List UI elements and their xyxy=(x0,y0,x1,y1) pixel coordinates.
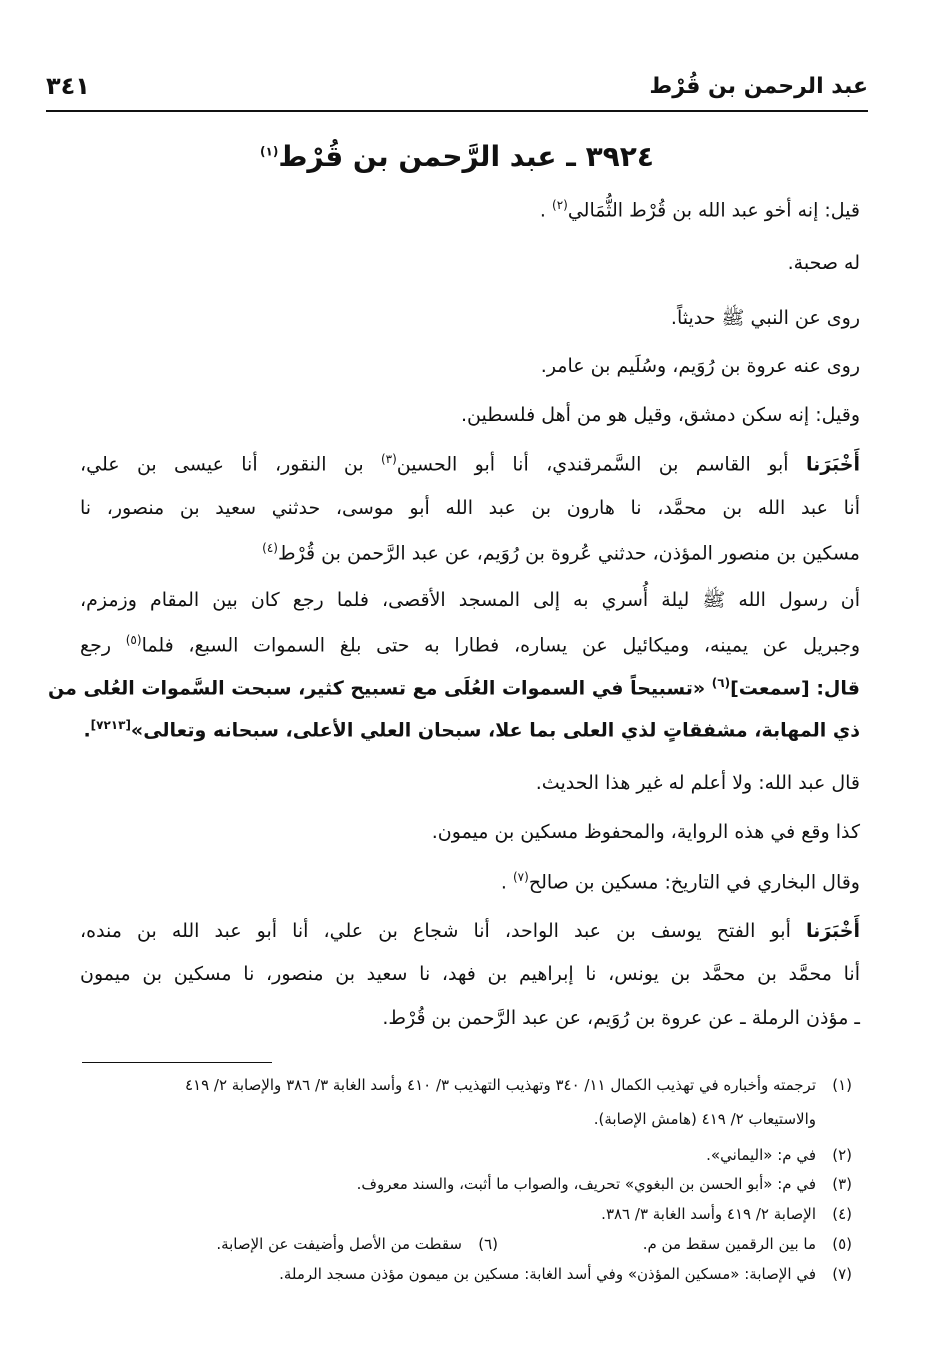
body-text: . xyxy=(539,199,553,222)
footnote-text: في م: «أبو الحسن بن البغوي» تحريف، والصواب ما أثبت، والسند معروف. xyxy=(356,1175,816,1193)
matn-text: «تسبيحاً في السموات العُلَى مع تسبيح كثير، سبحت السَّموات العُلى من xyxy=(47,677,712,700)
entry-title-text: ٣٩٢٤ ـ عبد الرَّحمن بن قُرْط xyxy=(278,140,654,173)
comment-line xyxy=(501,870,860,893)
footnote-5 xyxy=(643,1235,852,1253)
running-head xyxy=(46,72,868,106)
body-line: روى عنه عروة بن رُوَيم، وسُلَيم بن عامر. xyxy=(540,355,860,377)
isnad-line: أنا محمَّد بن محمَّد بن يونس، نا إبراهيم بن فهد، نا سعيد بن منصور، نا مسكين بن ميمون xyxy=(80,963,860,985)
isnad-text: أبو الفتح يوسف بن عبد الواحد، أنا شجاع بن علي، أنا أبو عبد الله بن منده، xyxy=(80,920,806,942)
akhbarana-lead: أَخْبَرَنا xyxy=(805,453,860,476)
footnote-ref-3: (٣) xyxy=(380,452,397,466)
footnote-number: (٥) xyxy=(832,1235,852,1253)
isnad-line xyxy=(80,452,860,475)
isnad-text: مسكين بن منصور المؤذن، حدثني عُروة بن رُوَيم، عن عبد الرَّحمن بن قُرْط xyxy=(277,542,860,565)
hadith-number: [٧٢١٣] xyxy=(90,718,131,732)
footnote-text: ترجمته وأخباره في تهذيب الكمال ١١/ ٣٤٠ وتهذيب التهذيب ٣/ ٤١٠ وأسد الغابة ٣/ ٣٨٦ والإصابة ٢/ ٤١٩ xyxy=(184,1076,816,1094)
running-title: عبد الرحمن بن قُرْط xyxy=(649,74,868,99)
footnote-ref-6: (٦) xyxy=(711,676,731,690)
comment-line: كذا وقع في هذه الرواية، والمحفوظ مسكين بن ميمون. xyxy=(431,821,860,843)
entry-title xyxy=(46,140,868,173)
matn-text: ذي المهابة، مشفقاتٍ لذي العلى بما علا، سبحان العلي الأعلى، سبحانه وتعالى» xyxy=(130,719,860,742)
footnote-ref-1: (١) xyxy=(260,144,279,159)
footnote-1 xyxy=(80,1076,852,1094)
isnad-line xyxy=(80,920,860,942)
body-line: روى عن النبي ﷺ حديثاً. xyxy=(670,307,860,329)
matn-text: قال: [سمعت] xyxy=(730,677,860,700)
isnad-text: أبو القاسم بن السَّمرقندي، أنا أبو الحسين xyxy=(396,453,806,476)
footnote-1-cont: والاستيعاب ٢/ ٤١٩ (هامش الإصابة). xyxy=(593,1110,816,1128)
footnote-number: (٤) xyxy=(832,1205,852,1223)
footnote-2 xyxy=(706,1146,852,1164)
matn-text: رجع xyxy=(80,634,126,657)
footnote-ref-7: (٧) xyxy=(512,870,529,884)
isnad-line: أنا عبد الله بن محمَّد، نا هارون بن عبد الله أبو موسى، حدثني سعيد بن منصور، نا xyxy=(80,497,860,519)
footnote-7 xyxy=(279,1265,852,1283)
footnote-number: (٣) xyxy=(832,1175,852,1193)
matn-line xyxy=(47,676,860,700)
comment-line: قال عبد الله: ولا أعلم له غير هذا الحديث. xyxy=(535,772,860,794)
footnote-rule xyxy=(82,1062,272,1063)
footnote-text: سقطت من الأصل وأضيفت عن الإصابة. xyxy=(216,1235,462,1253)
comment-text: . xyxy=(500,871,513,894)
isnad-line: ـ مؤذن الرملة ـ عن عروة بن رُوَيم، عن عبد الرَّحمن بن قُرْط. xyxy=(382,1007,860,1029)
footnote-3 xyxy=(357,1175,852,1193)
footnote-4 xyxy=(601,1205,852,1223)
matn-line: أن رسول الله ﷺ ليلة أُسري به إلى المسجد الأقصى، فلما رجع كان بين المقام وزمزم، xyxy=(80,589,860,611)
footnote-number: (٢) xyxy=(832,1146,852,1164)
body-line xyxy=(540,198,860,221)
footnote-number: (١) xyxy=(832,1076,852,1094)
page-number: ٣٤١ xyxy=(46,72,90,100)
footnote-ref-5: (٥) xyxy=(125,633,142,647)
footnote-number: (٧) xyxy=(832,1265,852,1283)
isnad-text: بن النقور، أنا عيسى بن علي، xyxy=(80,453,381,476)
footnote-text: ما بين الرقمين سقط من م. xyxy=(642,1235,816,1253)
footnote-text: في الإصابة: «مسكين المؤذن» وفي أسد الغابة: مسكين بن ميمون مؤذن مسجد الرملة. xyxy=(279,1265,816,1283)
akhbarana-lead: أَخْبَرَنا xyxy=(805,920,860,942)
matn-line xyxy=(83,718,860,741)
footnote-ref-2: (٢) xyxy=(552,198,568,212)
footnote-6 xyxy=(216,1235,498,1253)
matn-text: . xyxy=(83,719,91,742)
footnote-text: في م: «اليماني». xyxy=(706,1146,816,1164)
footnote-ref-4: (٤) xyxy=(262,541,278,555)
isnad-line xyxy=(262,541,860,564)
footnote-number: (٦) xyxy=(478,1235,498,1253)
header-rule xyxy=(46,110,868,112)
body-text: قيل: إنه أخو عبد الله بن قُرْط الثُّمَالي xyxy=(567,199,860,222)
body-line: له صحبة. xyxy=(787,252,860,274)
body-line: وقيل: إنه سكن دمشق، وقيل هو من أهل فلسطين. xyxy=(461,404,860,426)
footnote-text: الإصابة ٢/ ٤١٩ وأسد الغابة ٣/ ٣٨٦. xyxy=(601,1205,816,1223)
matn-line xyxy=(80,633,860,656)
matn-text: وجبريل عن يمينه، وميكائيل عن يساره، فطارا به حتى بلغ السموات السبع، فلما xyxy=(141,634,860,657)
comment-text: وقال البخاري في التاريخ: مسكين بن صالح xyxy=(528,871,860,894)
